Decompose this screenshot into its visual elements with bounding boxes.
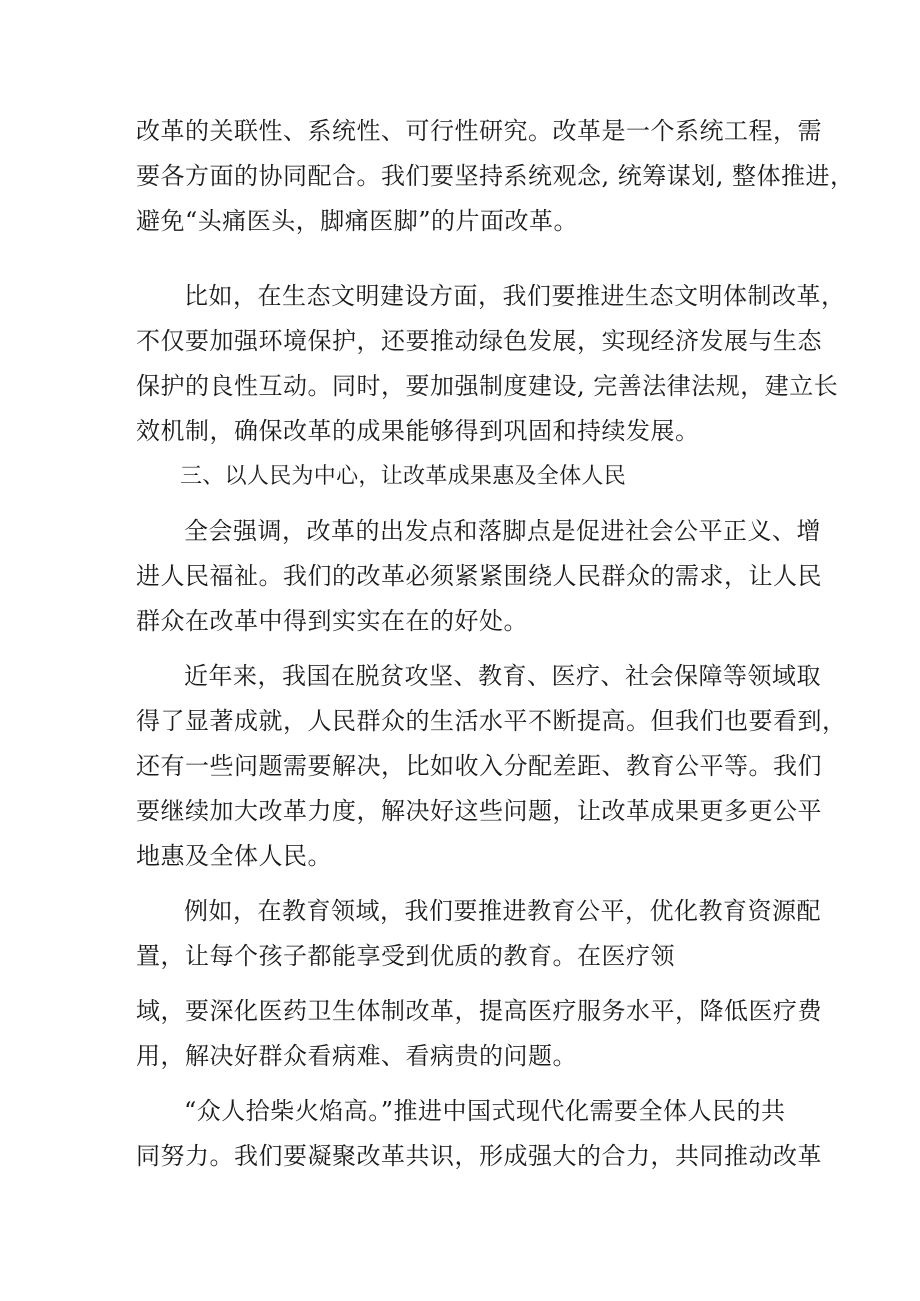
paragraph-4-line-1: 近年来，我国在脱贫攻坚、教育、医疗、社会保障等领域取 (184, 662, 821, 690)
paragraph-6-line-2: 同努力。我们要凝聚改革共识，形成强大的合力，共同推动改革 (136, 1142, 822, 1170)
paragraph-3-line-2: 进人民福祉。我们的改革必须紧紧围绕人民群众的需求，让人民 (136, 562, 822, 590)
paragraph-4-line-5: 地惠及全体人民。 (136, 842, 332, 870)
paragraph-1-line-3: 避免“头痛医头，脚痛医脚”的片面改革。 (136, 207, 579, 235)
section-heading: 三、以人民为中心，让改革成果惠及全体人民 (180, 464, 627, 489)
paragraph-2-line-1: 比如，在生态文明建设方面，我们要推进生态文明体制改革， (184, 282, 846, 310)
paragraph-5-line-4: 用，解决好群众看病难、看病贵的问题。 (136, 1042, 577, 1070)
paragraph-2-line-4: 效机制，确保改革的成果能够得到巩固和持续发展。 (136, 417, 700, 445)
paragraph-4-line-4: 要继续加大改革力度，解决好这些问题，让改革成果更多更公平 (136, 797, 822, 825)
paragraph-1-line-1: 改革的关联性、系统性、可行性研究。改革是一个系统工程，需 (136, 117, 822, 145)
paragraph-1-line-2: 要各方面的协同配合。我们要坚持系统观念, 统筹谋划, 整体推进， (136, 162, 855, 190)
paragraph-3-line-1: 全会强调，改革的出发点和落脚点是促进社会公平正义、增 (184, 517, 821, 545)
paragraph-5-line-1: 例如，在教育领域，我们要推进教育公平，优化教育资源配 (184, 897, 821, 925)
paragraph-4-line-2: 得了显著成就，人民群众的生活水平不断提高。但我们也要看到， (136, 707, 847, 735)
paragraph-2-line-2: 不仅要加强环境保护，还要推动绿色发展，实现经济发展与生态 (136, 327, 822, 355)
paragraph-4-line-3: 还有一些问题需要解决，比如收入分配差距、教育公平等。我们 (136, 752, 822, 780)
paragraph-2-line-3: 保护的良性互动。同时，要加强制度建设, 完善法律法规，建立长 (136, 372, 839, 400)
paragraph-5-line-3: 域，要深化医药卫生体制改革，提高医疗服务水平，降低医疗费 (136, 997, 822, 1025)
paragraph-5-line-2: 置，让每个孩子都能享受到优质的教育。在医疗领 (136, 942, 675, 970)
paragraph-3-line-3: 群众在改革中得到实实在在的好处。 (136, 607, 528, 635)
paragraph-6-line-1: “众人拾柴火焰高。”推进中国式现代化需要全体人民的共 (184, 1097, 786, 1125)
